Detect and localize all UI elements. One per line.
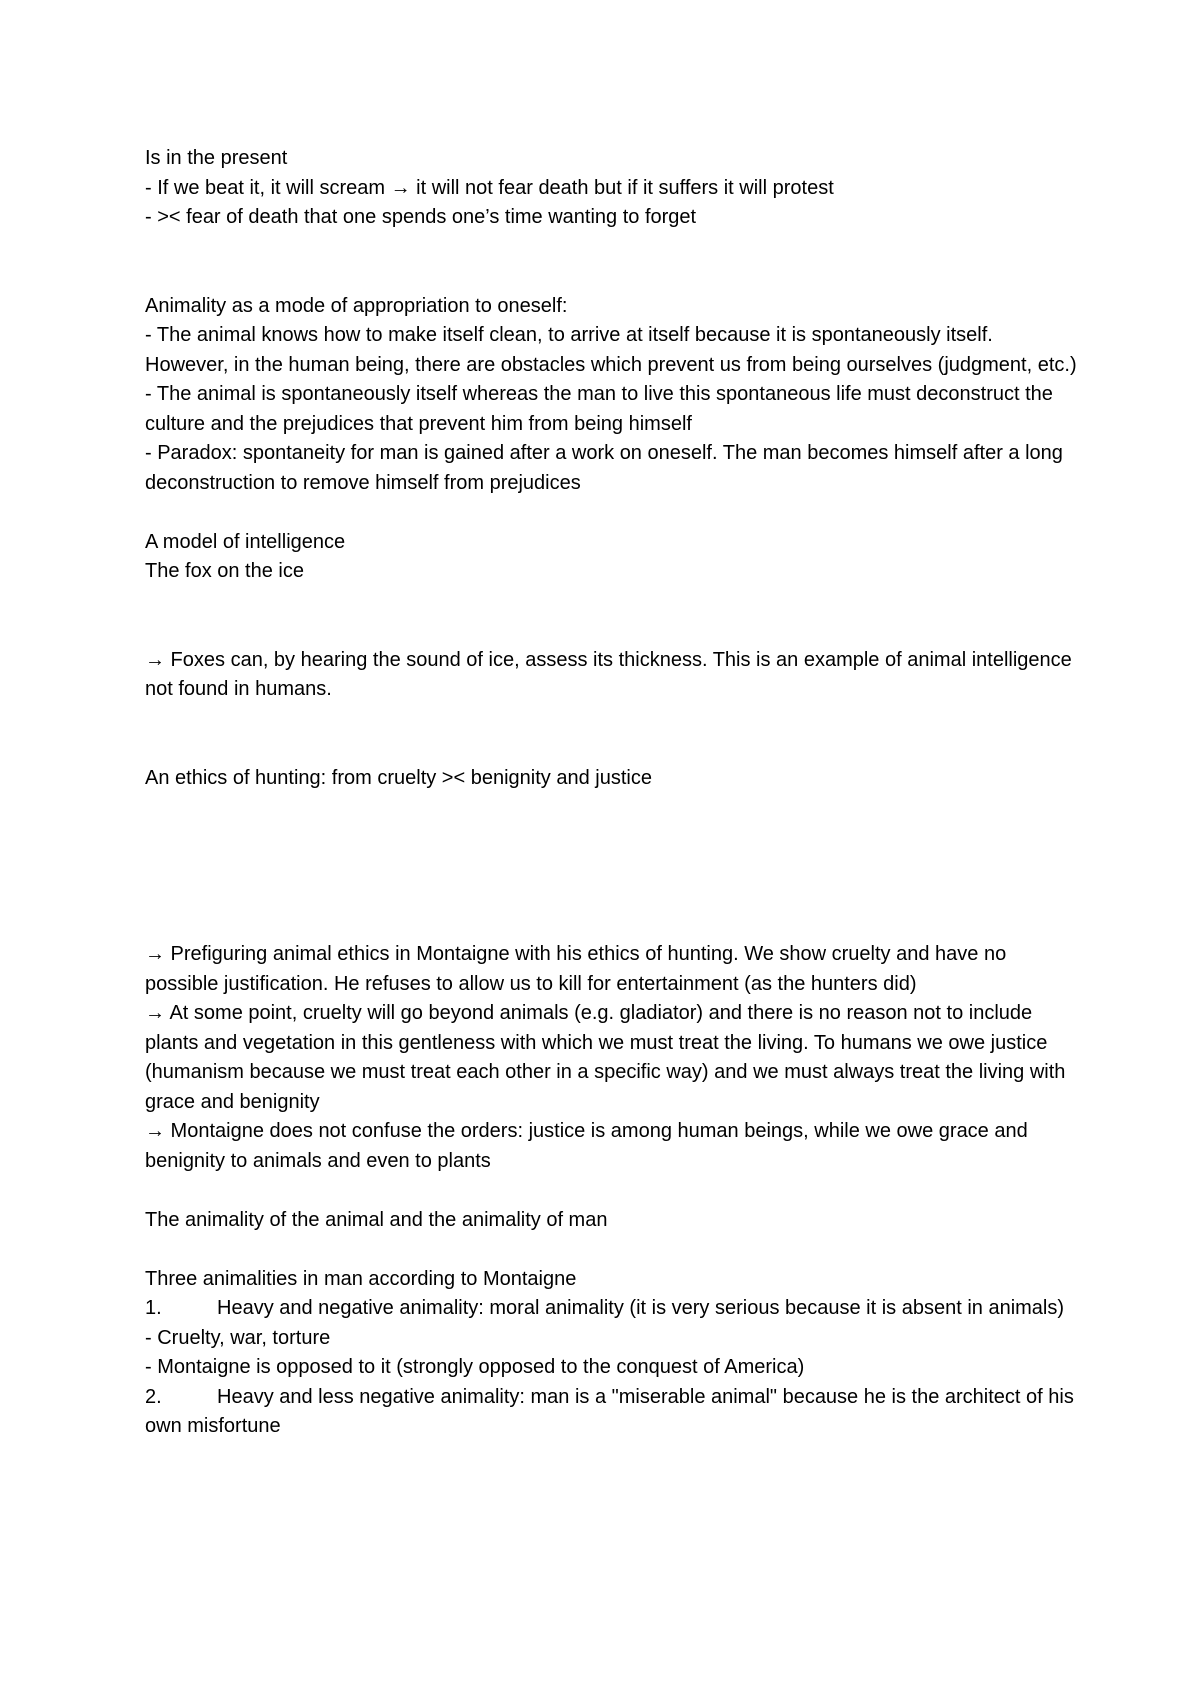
- section-subheading-fox: The fox on the ice: [145, 560, 304, 582]
- list-item: - The animal knows how to make itself clean, to arrive at itself because it is spontaneously itself. However, in the human being, there are obstacles which prevent us from being ourselves (judgment, etc.): [145, 324, 1077, 376]
- section-heading-three-animalities: Three animalities in man according to Montaigne: [145, 1267, 577, 1290]
- section-heading-intelligence: A model of intelligence: [145, 530, 346, 553]
- list-number: 2.: [145, 1385, 162, 1408]
- section-heading-appropriation: Animality as a mode of appropriation to oneself:: [145, 294, 568, 317]
- numbered-item-1: [145, 1294, 1080, 1324]
- section-heading-animality: The animality of the animal and the animality of man: [145, 1208, 608, 1231]
- numbered-item-2: [145, 1383, 1080, 1442]
- list-item: → Prefiguring animal ethics in Montaigne with his ethics of hunting. We show cruelty and have no possible justification. He refuses to allow us to kill for entertainment (as the hunters did): [145, 943, 1012, 995]
- list-item: - The animal is spontaneously itself whereas the man to live this spontaneous life must deconstruct the culture and the prejudices that prevent him from being himself: [145, 383, 1059, 435]
- numbered-item-text: Heavy and less negative animality: man is a "miserable animal" because he is the architect of his own misfortune: [145, 1385, 1074, 1437]
- list-item: - >< fear of death that one spends one’s time wanting to forget: [145, 206, 697, 228]
- list-item: - Cruelty, war, torture: [145, 1326, 331, 1349]
- section-heading-hunting: An ethics of hunting: from cruelty >< benignity and justice: [145, 766, 652, 789]
- list-item: → Montaigne does not confuse the orders: justice is among human beings, while we owe grace and benignity to animals and even to plants: [145, 1120, 1034, 1172]
- list-item: - Montaigne is opposed to it (strongly opposed to the conquest of America): [145, 1356, 805, 1378]
- list-item: - If we beat it, it will scream → it will not fear death but if it suffers it will protest: [145, 176, 834, 199]
- numbered-item-text: Heavy and negative animality: moral animality (it is very serious because it is absent in animals): [217, 1297, 1065, 1319]
- list-item: → At some point, cruelty will go beyond animals (e.g. gladiator) and there is no reason not to include plants and vegetation in this gentleness with which we must treat the living. To humans we owe justice (humanism because we must treat each other in a specific way) and we must always treat the living with grace and benignity: [145, 1002, 1071, 1113]
- paragraph-foxes: → Foxes can, by hearing the sound of ice, assess its thickness. This is an example of animal intelligence not found in humans.: [145, 648, 1078, 700]
- list-number: 1.: [145, 1297, 162, 1319]
- document-body: [145, 144, 1080, 1442]
- section-heading-present: Is in the present: [145, 147, 288, 169]
- list-item: - Paradox: spontaneity for man is gained after a work on oneself. The man becomes himself after a long deconstruction to remove himself from prejudices: [145, 442, 1069, 494]
